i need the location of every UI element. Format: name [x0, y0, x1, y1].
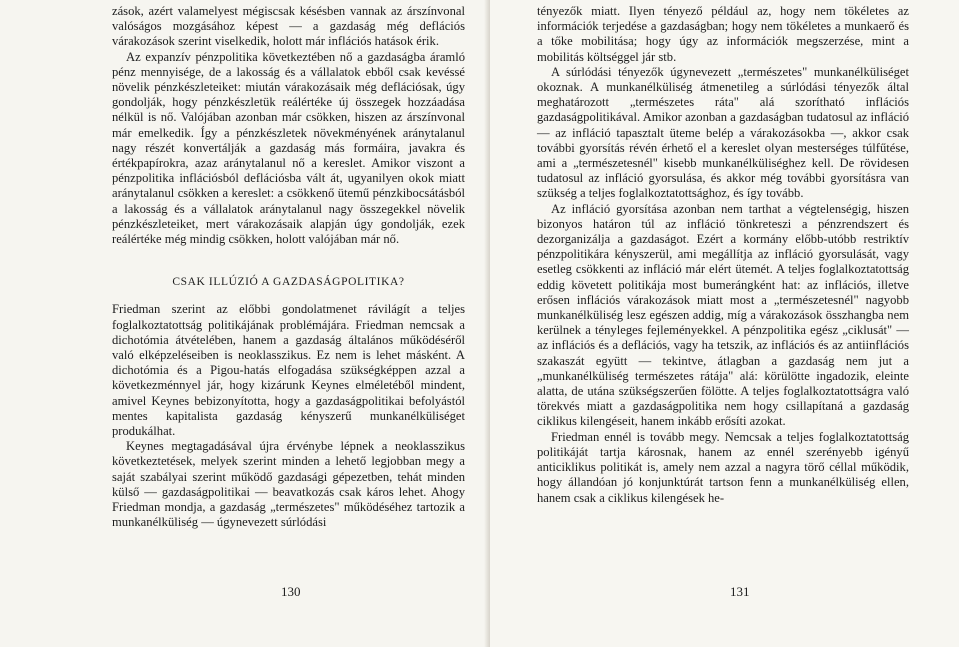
- section-title: CSAK ILLÚZIÓ A GAZDASÁGPOLITIKA?: [172, 276, 405, 289]
- right-paragraph-4: Friedman ennél is tovább megy. Nemcsak a teljes foglalkoztatottság politikáját tartja károsnak, hanem az ennél szerényebb igényű anticiklikus politikát is, amely nem azzal a nagyra törő céllal működik, hogy állandóan jó konjunktúrát tartson fenn a munkanélküliség ellen, hanem csak a ciklikus kilengések he-: [537, 429, 909, 505]
- right-paragraph-3: Az infláció gyorsítása azonban nem tarthat a végtelenségig, hiszen bizonyos határon túl az infláció tönkreteszi a pénzrendszert és dezorganizálja a gazdaságot. Ezért a kormány előbb-utóbb restriktív pénzpolitikára kényszerül, ami megállítja az infláció gyorsulását, vagy esetleg csökkenti az infláció már elért ütemét. A teljes foglalkoztatottság eddig követett politikája most bumerángként hat: az inflációs, illetve erősen inflációs várakozások miatt most a „természetesnél" nagyobb munkanélküliség lesz egészen addig, míg a várakozások összhangba nem kerülnek a tényleges fejleményekkel. A pénzpolitika egész „ciklusát" — az inflációs és a deflációs, vagy ha tetszik, az inflációs és az antiinflációs szakaszát együtt — tekintve, átlagban a gazdaság nem jut a „munkanélküliség természetes rátája" alá: körülötte ingadozik, eleinte alatta, de utána szükségszerűen fölötte. A teljes foglalkoztatottságra való törekvés miatt a gazdaságpolitika nem hogy csillapítaná a gazdaság ciklikus kilengéseit, hanem inkább erősíti azokat.: [537, 201, 909, 429]
- left-page-number: 130: [281, 584, 301, 599]
- left-paragraph-4: Keynes megtagadásával újra érvénybe lépnek a neoklasszikus következtetések, melyek szerint minden a lehető legjobban megy a saját szabályai szerint működő gazdasági gépezetben, tehát minden külső — gazdaságpolitikai — beavatkozás csak káros lehet. Ahogy Friedman mondja, a gazdaság „természetes" működéséhez tartozik a munkanélküliség — úgynevezett súrlódási: [112, 439, 465, 530]
- right-paragraph-2: A súrlódási tényezők úgynevezett „természetes" munkanélküliséget okoznak. A munkanélküliség átmenetileg a súrlódási tényezők által meghatározott „természetes ráta" alá szorítható inflációs gazdaságpolitikával. Amikor azonban a gazdaságban tudatosul az infláció — az infláció tapasztalt üteme belép a várakozásokba —, akkor csak további gyorsítás révén érhető el a kereslet olyan mesterséges túlfűtése, ami a „természetesnél" kisebb munkanélküliséghez kell. De rövidesen tudatosul az infláció gyorsulása, és akkor még további gyorsításra van szükség a teljes foglalkoztatottsághoz, és így tovább.: [537, 64, 909, 201]
- left-page-text: [112, 4, 465, 531]
- right-page-number: 131: [730, 584, 750, 599]
- left-paragraph-3: Friedman szerint az előbbi gondolatmenet rávilágít a teljes foglalkoztatottság politikájának problémájára. Friedman nemcsak a dichotómia átvételében, hanem a gazdaság általános működéséről való elképzeléseiben is neoklasszikus. Ez nem is lehet másként. A dichotómia és a Pigou-hatás elfogadása szükségképpen azzal a következménnyel jár, hogy kizárunk Keynes elméletéből mindent, amivel Keynes bebizonyította, hogy a gazdaságpolitikai befolyástól mentes kapitalista gazdaság kényszerű munkanélküliséget produkálhat.: [112, 302, 465, 439]
- left-paragraph-1: zások, azért valamelyest mégiscsak késésben vannak az árszínvonal valóságos mozgásához képest — a gazdaság még deflációs várakozások szerint viselkedik, holott már inflációs hatások érik.: [112, 4, 465, 49]
- right-page-text: [537, 4, 909, 506]
- right-paragraph-1: tényezők miatt. Ilyen tényező például az, hogy nem tökéletes az információk terjedése a gazdaságban; hogy nem tökéletes a munkaerő és a tőke mobilitása; hogy úgy az információk megszerzése, mint a mobilitás költséggel jár stb.: [537, 4, 909, 64]
- left-paragraph-2: Az expanzív pénzpolitika következtében nő a gazdaságba áramló pénz mennyisége, de a lakosság és a vállalatok ebből csak kevéssé növelik pénzkészleteiket: miután várakozásaik még deflációsak, úgy gondolják, hogy pénzkészletük reálértéke új összegek hozzáadása nélkül is nő. Valójában azonban már csökken, hiszen az árszínvonal már emelkedik. Így a pénzkészletek növekményének aránytalanul nagy részét konvertálják a gazdaság más formáira, javakra és értékpapírokra, azaz aránytalanul nő a kereslet. Amikor viszont a pénzpolitika inflációsból deflációsba vált át, ugyanilyen okok miatt aránytalanul csökken a kereslet: a csökkenő ütemű pénzkibocsátásból a lakosság és a vállalatok aránytalanul nagy összegekkel növelik pénzkészleteiket, mert várakozásaik alapján úgy gondolják, ezek reálértéke még mindig csökken, holott valójában már nő.: [112, 49, 465, 247]
